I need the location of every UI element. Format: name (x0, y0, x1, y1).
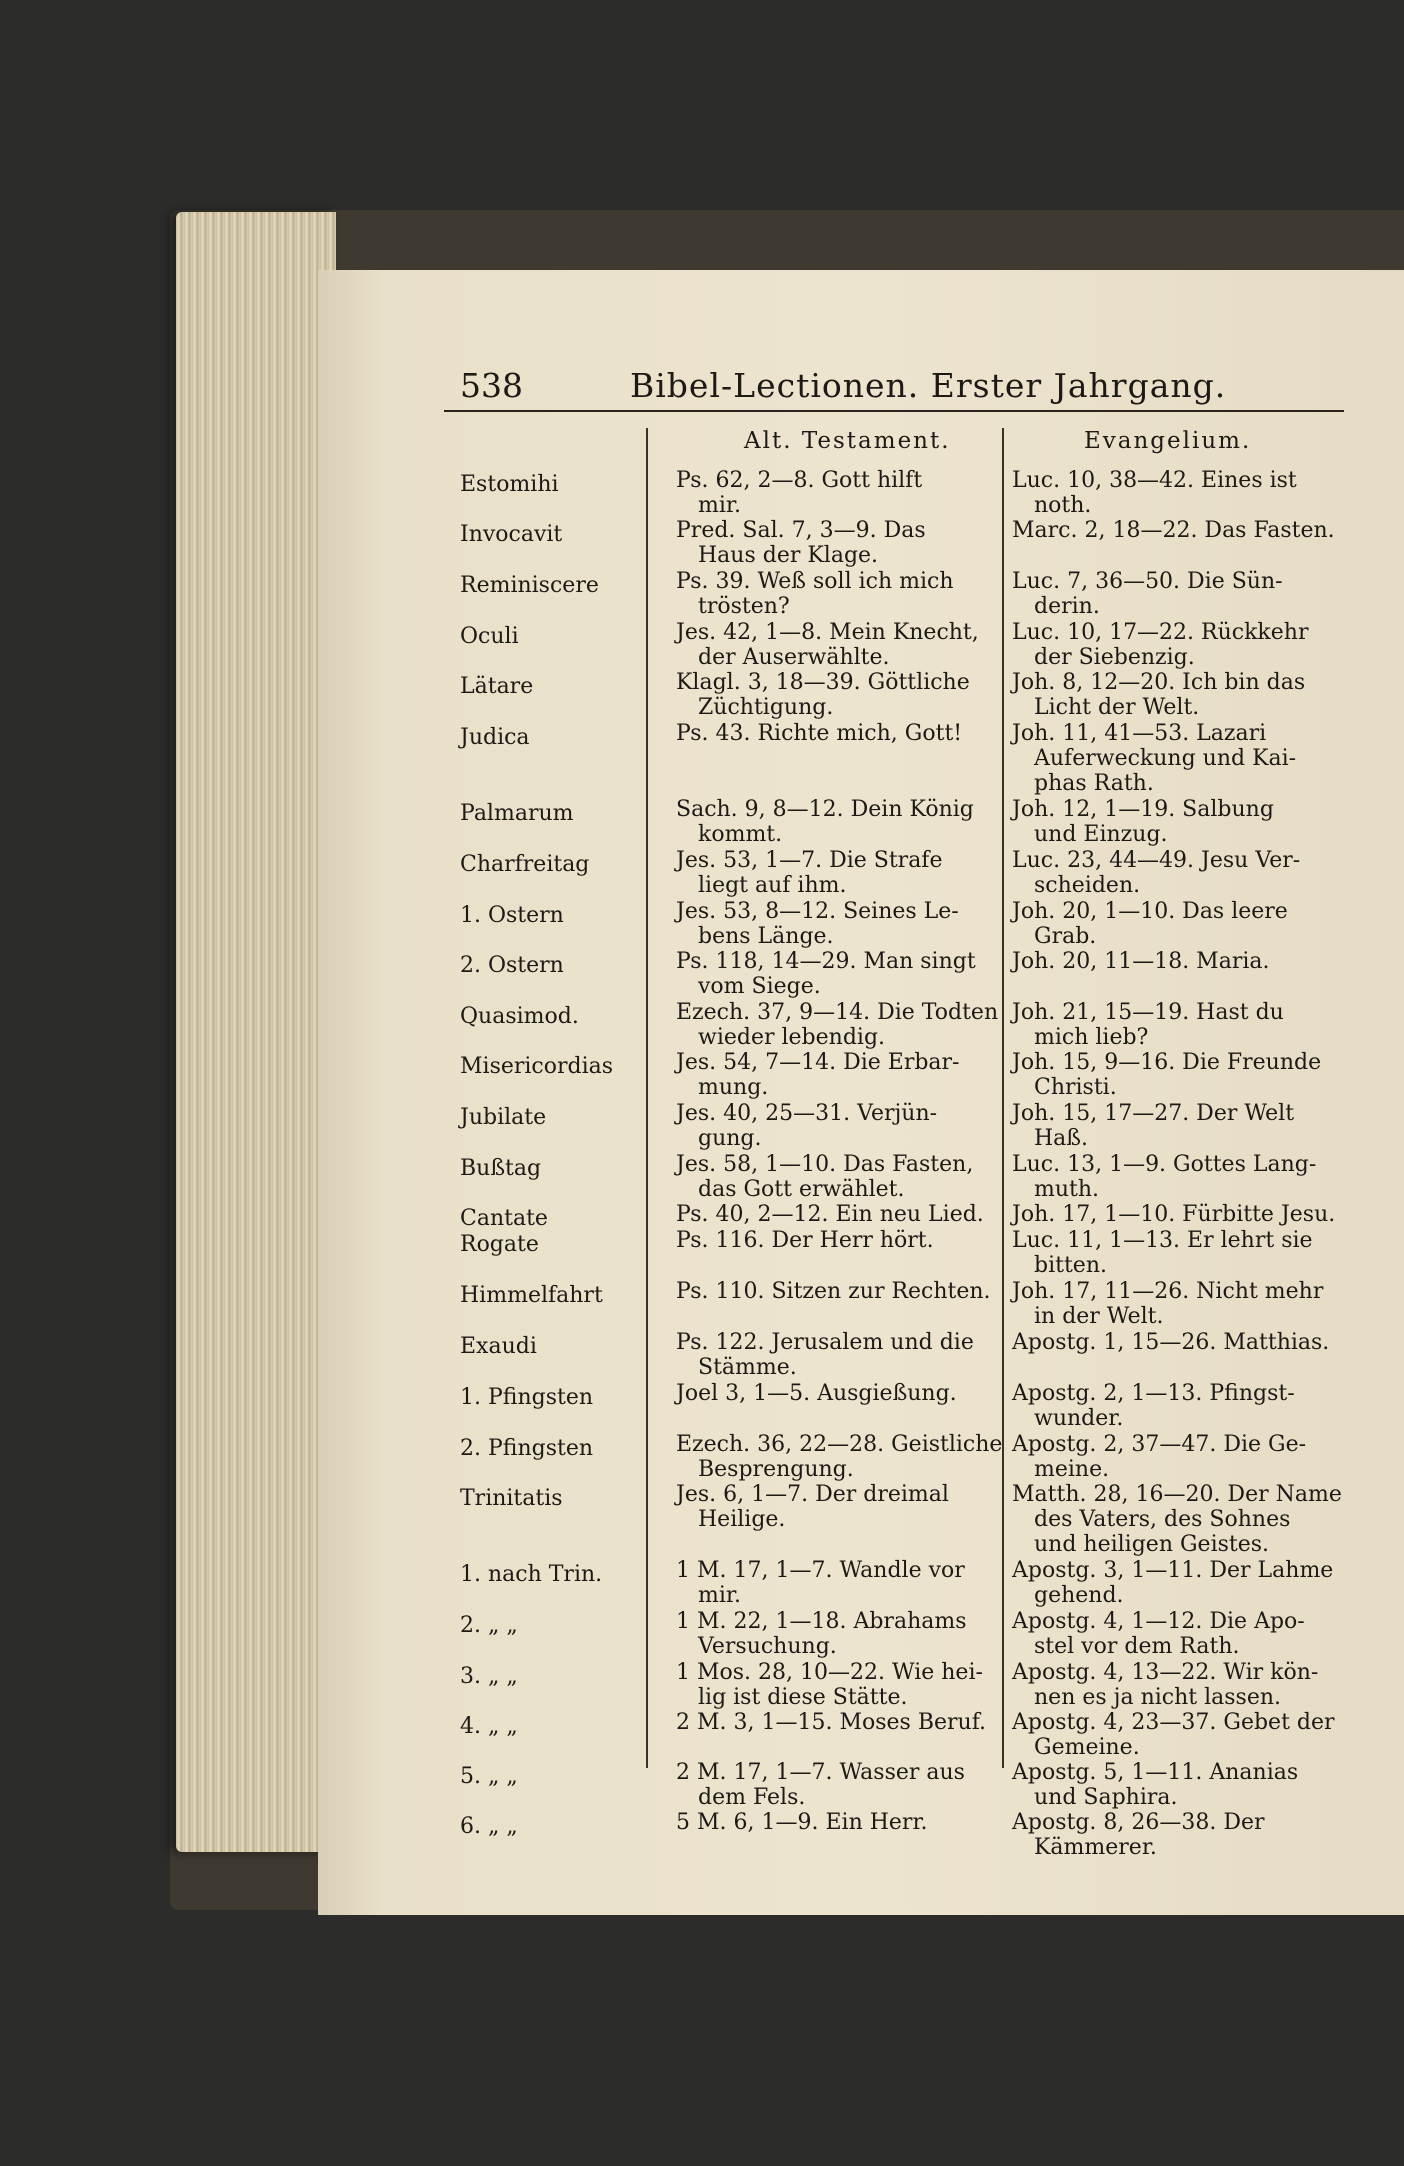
sunday-name: 5. „ „ (460, 1764, 518, 1789)
sunday-name: Rogate (460, 1232, 539, 1257)
gospel-reading-line: Joh. 11, 41—53. Lazari (1012, 721, 1267, 746)
sunday-name: 1. nach Trin. (460, 1562, 603, 1587)
gospel-reading-line: Joh. 15, 9—16. Die Freunde (1012, 1050, 1322, 1075)
gospel-reading-line: Joh. 21, 15—19. Hast du (1012, 1000, 1284, 1025)
gospel-reading-line: Apostg. 4, 1—12. Die Apo- (1012, 1609, 1305, 1634)
old-testament-reading-line: mir. (698, 1583, 741, 1608)
old-testament-reading (676, 1330, 1006, 1380)
gospel-reading (1012, 1710, 1352, 1760)
old-testament-reading-line: Heilige. (698, 1507, 786, 1532)
gospel-reading-line: stel vor dem Rath. (1034, 1634, 1240, 1659)
gospel-reading-line: muth. (1034, 1177, 1100, 1202)
header-rule (444, 410, 1344, 412)
old-testament-reading (676, 468, 1006, 518)
old-testament-reading (676, 1660, 1006, 1710)
old-testament-reading-line: kommt. (698, 822, 783, 847)
sunday-name: Misericordias (460, 1054, 614, 1079)
sunday-name: 1. Pfingsten (460, 1385, 594, 1410)
old-testament-reading-line: Pred. Sal. 7, 3—9. Das (676, 518, 926, 543)
gospel-reading-line: derin. (1034, 594, 1100, 619)
gospel-reading (1012, 1152, 1352, 1202)
gospel-reading-line: Haß. (1034, 1126, 1088, 1151)
old-testament-reading-line: der Auserwählte. (698, 645, 890, 670)
old-testament-reading-line: Klagl. 3, 18—39. Göttliche (676, 670, 970, 695)
sunday-name: 2. Pfingsten (460, 1436, 594, 1461)
gospel-reading (1012, 1760, 1352, 1810)
gospel-reading (1012, 1279, 1352, 1329)
old-testament-reading-line: das Gott erwählet. (698, 1177, 905, 1202)
old-testament-reading-line: vom Siege. (698, 974, 821, 999)
gospel-reading-line: phas Rath. (1034, 771, 1154, 796)
gospel-reading-line: Luc. 10, 38—42. Eines ist (1012, 468, 1297, 493)
old-testament-reading (676, 1152, 1006, 1202)
gospel-reading-line: Apostg. 2, 1—13. Pfingst- (1012, 1381, 1295, 1406)
old-testament-reading (676, 670, 1006, 720)
old-testament-reading (676, 1609, 1006, 1659)
sunday-name: 2. „ „ (460, 1613, 518, 1638)
gospel-reading-line: Licht der Welt. (1034, 695, 1200, 720)
gospel-reading-line: Luc. 13, 1—9. Gottes Lang- (1012, 1152, 1317, 1177)
sunday-name: 3. „ „ (460, 1664, 518, 1689)
gospel-reading-line: Apostg. 5, 1—11. Ananias (1012, 1760, 1299, 1785)
old-testament-reading-line: Jes. 6, 1—7. Der dreimal (676, 1482, 949, 1507)
old-testament-reading-line: Züchtigung. (698, 695, 834, 720)
old-testament-reading-line: Ps. 116. Der Herr hört. (676, 1228, 934, 1253)
old-testament-reading-line: Ezech. 37, 9—14. Die Todten (676, 1000, 999, 1025)
gospel-reading-line: und Einzug. (1034, 822, 1168, 847)
old-testament-reading-line: Joel 3, 1—5. Ausgießung. (676, 1381, 957, 1406)
gospel-reading-line: nen es ja nicht lassen. (1034, 1685, 1282, 1710)
gospel-reading-line: Christi. (1034, 1075, 1117, 1100)
old-testament-reading-line: 1 Mos. 28, 10—22. Wie hei- (676, 1660, 983, 1685)
old-testament-reading (676, 620, 1006, 670)
old-testament-reading-line: Jes. 53, 8—12. Seines Le- (676, 899, 959, 924)
gospel-reading-line: der Siebenzig. (1034, 645, 1195, 670)
old-testament-reading-line: Ps. 43. Richte mich, Gott! (676, 721, 963, 746)
page-number: 538 (460, 366, 523, 405)
gospel-reading-line: meine. (1034, 1457, 1110, 1482)
old-testament-reading (676, 1279, 1006, 1304)
old-testament-reading-line: bens Länge. (698, 924, 834, 949)
gospel-reading-line: mich lieb? (1034, 1025, 1149, 1050)
gospel-reading (1012, 518, 1352, 543)
gospel-reading-line: Joh. 17, 1—10. Fürbitte Jesu. (1012, 1202, 1336, 1227)
sunday-name: 4. „ „ (460, 1714, 518, 1739)
gospel-reading-line: des Vaters, des Sohnes (1034, 1507, 1291, 1532)
old-testament-reading-line: mir. (698, 493, 741, 518)
sunday-name: Invocavit (460, 522, 563, 547)
page-edges (176, 212, 336, 1852)
gospel-reading-line: scheiden. (1034, 873, 1141, 898)
gospel-reading-line: gehend. (1034, 1583, 1124, 1608)
gospel-reading-line: Marc. 2, 18—22. Das Fasten. (1012, 518, 1335, 543)
gospel-reading-line: Gemeine. (1034, 1735, 1140, 1760)
old-testament-reading-line: lig ist diese Stätte. (698, 1685, 908, 1710)
old-testament-reading-line: Sach. 9, 8—12. Dein König (676, 797, 974, 822)
old-testament-reading-line: trösten? (698, 594, 790, 619)
sunday-name: Estomihi (460, 472, 559, 497)
old-testament-reading-line: Jes. 42, 1—8. Mein Knecht, (676, 620, 979, 645)
old-testament-reading (676, 1228, 1006, 1253)
old-testament-reading-line: Ps. 118, 14—29. Man singt (676, 949, 976, 974)
old-testament-reading-line: 1 M. 17, 1—7. Wandle vor (676, 1558, 965, 1583)
old-testament-reading (676, 518, 1006, 568)
old-testament-reading (676, 1810, 1006, 1835)
old-testament-reading (676, 1101, 1006, 1151)
old-testament-reading-line: Stämme. (698, 1355, 797, 1380)
old-testament-reading-line: Ps. 40, 2—12. Ein neu Lied. (676, 1202, 984, 1227)
old-testament-reading-line: Jes. 58, 1—10. Das Fasten, (676, 1152, 974, 1177)
gospel-reading-line: Joh. 20, 1—10. Das leere (1012, 899, 1288, 924)
gospel-reading (1012, 1330, 1352, 1355)
gospel-reading (1012, 1381, 1352, 1431)
old-testament-reading-line: Besprengung. (698, 1457, 854, 1482)
gospel-reading-line: Grab. (1034, 924, 1097, 949)
gospel-reading (1012, 1660, 1352, 1710)
old-testament-reading-line: Jes. 40, 25—31. Verjün- (676, 1101, 938, 1126)
gospel-reading-line: bitten. (1034, 1253, 1107, 1278)
gospel-reading (1012, 848, 1352, 898)
old-testament-reading (676, 1482, 1006, 1532)
old-testament-reading-line: Jes. 53, 1—7. Die Strafe (676, 848, 943, 873)
gospel-reading-line: Apostg. 4, 23—37. Gebet der (1012, 1710, 1335, 1735)
gospel-reading-line: Apostg. 4, 13—22. Wir kön- (1012, 1660, 1319, 1685)
gospel-reading (1012, 1000, 1352, 1050)
old-testament-reading (676, 949, 1006, 999)
old-testament-reading-line: Ps. 62, 2—8. Gott hilft (676, 468, 923, 493)
old-testament-reading (676, 1202, 1006, 1227)
old-testament-reading-line: mung. (698, 1075, 769, 1100)
gospel-reading (1012, 468, 1352, 518)
running-title: Bibel-Lectionen. Erster Jahrgang. (630, 366, 1227, 405)
gospel-reading (1012, 620, 1352, 670)
old-testament-reading-line: 2 M. 3, 1—15. Moses Beruf. (676, 1710, 987, 1735)
gospel-reading-line: Joh. 15, 17—27. Der Welt (1012, 1101, 1295, 1126)
sunday-name: Trinitatis (460, 1486, 563, 1511)
old-testament-reading (676, 1000, 1006, 1050)
old-testament-reading-line: Ps. 110. Sitzen zur Rechten. (676, 1279, 991, 1304)
gospel-reading-line: Auferweckung und Kai- (1034, 746, 1297, 771)
sunday-name: Himmelfahrt (460, 1283, 603, 1308)
old-testament-reading-line: Ps. 39. Weß soll ich mich (676, 569, 954, 594)
sunday-name: Exaudi (460, 1334, 537, 1359)
gospel-reading (1012, 1432, 1352, 1482)
column-header-old-testament: Alt. Testament. (744, 428, 951, 454)
gospel-reading-line: Kämmerer. (1034, 1835, 1157, 1860)
gospel-reading (1012, 899, 1352, 949)
gospel-reading-line: Joh. 17, 11—26. Nicht mehr (1012, 1279, 1324, 1304)
column-divider-left (646, 428, 648, 1768)
gospel-reading-line: Luc. 7, 36—50. Die Sün- (1012, 569, 1283, 594)
gospel-reading (1012, 1228, 1352, 1278)
gospel-reading-line: Apostg. 3, 1—11. Der Lahme (1012, 1558, 1334, 1583)
gospel-reading (1012, 1101, 1352, 1151)
old-testament-reading (676, 721, 1006, 746)
old-testament-reading-line: 1 M. 22, 1—18. Abrahams (676, 1609, 967, 1634)
sunday-name: Charfreitag (460, 852, 590, 877)
old-testament-reading (676, 848, 1006, 898)
gospel-reading (1012, 949, 1352, 974)
gospel-reading-line: wunder. (1034, 1406, 1124, 1431)
old-testament-reading-line: Haus der Klage. (698, 543, 879, 568)
old-testament-reading-line: Jes. 54, 7—14. Die Erbar- (676, 1050, 960, 1075)
gospel-reading-line: Joh. 8, 12—20. Ich bin das (1012, 670, 1306, 695)
gospel-reading (1012, 1609, 1352, 1659)
gospel-reading-line: und Saphira. (1034, 1785, 1178, 1810)
gospel-reading-line: Luc. 10, 17—22. Rückkehr (1012, 620, 1309, 645)
gospel-reading-line: Joh. 12, 1—19. Salbung (1012, 797, 1274, 822)
gospel-reading (1012, 721, 1352, 796)
old-testament-reading (676, 1432, 1006, 1482)
gospel-reading-line: Luc. 23, 44—49. Jesu Ver- (1012, 848, 1301, 873)
sunday-name: Cantate (460, 1206, 548, 1231)
gospel-reading (1012, 569, 1352, 619)
old-testament-reading-line: Versuchung. (698, 1634, 837, 1659)
gospel-reading (1012, 1482, 1352, 1557)
old-testament-reading-line: liegt auf ihm. (698, 873, 847, 898)
sunday-name: Quasimod. (460, 1004, 579, 1029)
gospel-reading-line: Matth. 28, 16—20. Der Name (1012, 1482, 1342, 1507)
book-page (318, 270, 1404, 1915)
gospel-reading-line: Apostg. 1, 15—26. Matthias. (1012, 1330, 1330, 1355)
gospel-reading-line: Luc. 11, 1—13. Er lehrt sie (1012, 1228, 1313, 1253)
gospel-reading (1012, 1558, 1352, 1608)
sunday-name: Judica (460, 725, 530, 750)
old-testament-reading (676, 1558, 1006, 1608)
sunday-name: 2. Ostern (460, 953, 564, 978)
gospel-reading-line: in der Welt. (1034, 1304, 1164, 1329)
old-testament-reading (676, 797, 1006, 847)
old-testament-reading-line: 5 M. 6, 1—9. Ein Herr. (676, 1810, 928, 1835)
old-testament-reading (676, 569, 1006, 619)
old-testament-reading (676, 1760, 1006, 1810)
old-testament-reading (676, 899, 1006, 949)
sunday-name: 1. Ostern (460, 903, 564, 928)
gospel-reading (1012, 670, 1352, 720)
gospel-reading-line: Apostg. 8, 26—38. Der (1012, 1810, 1265, 1835)
old-testament-reading-line: Ezech. 36, 22—28. Geistliche (676, 1432, 1003, 1457)
gospel-reading-line: und heiligen Geistes. (1034, 1532, 1270, 1557)
gospel-reading-line: Apostg. 2, 37—47. Die Ge- (1012, 1432, 1307, 1457)
column-header-gospel: Evangelium. (1084, 428, 1252, 454)
page-header (460, 366, 1320, 426)
sunday-name: Palmarum (460, 801, 574, 826)
gospel-reading-line: noth. (1034, 493, 1092, 518)
old-testament-reading-line: dem Fels. (698, 1785, 806, 1810)
sunday-name: Bußtag (460, 1156, 542, 1181)
old-testament-reading-line: Ps. 122. Jerusalem und die (676, 1330, 974, 1355)
old-testament-reading (676, 1050, 1006, 1100)
sunday-name: 6. „ „ (460, 1814, 518, 1839)
old-testament-reading (676, 1710, 1006, 1735)
old-testament-reading-line: gung. (698, 1126, 762, 1151)
gospel-reading (1012, 797, 1352, 847)
sunday-name: Lätare (460, 674, 534, 699)
sunday-name: Oculi (460, 624, 519, 649)
gospel-reading (1012, 1810, 1352, 1860)
old-testament-reading (676, 1381, 1006, 1406)
gospel-reading-line: Joh. 20, 11—18. Maria. (1012, 949, 1270, 974)
old-testament-reading-line: wieder lebendig. (698, 1025, 886, 1050)
gospel-reading (1012, 1202, 1352, 1227)
gospel-reading (1012, 1050, 1352, 1100)
old-testament-reading-line: 2 M. 17, 1—7. Wasser aus (676, 1760, 965, 1785)
sunday-name: Reminiscere (460, 573, 599, 598)
sunday-name: Jubilate (460, 1105, 547, 1130)
